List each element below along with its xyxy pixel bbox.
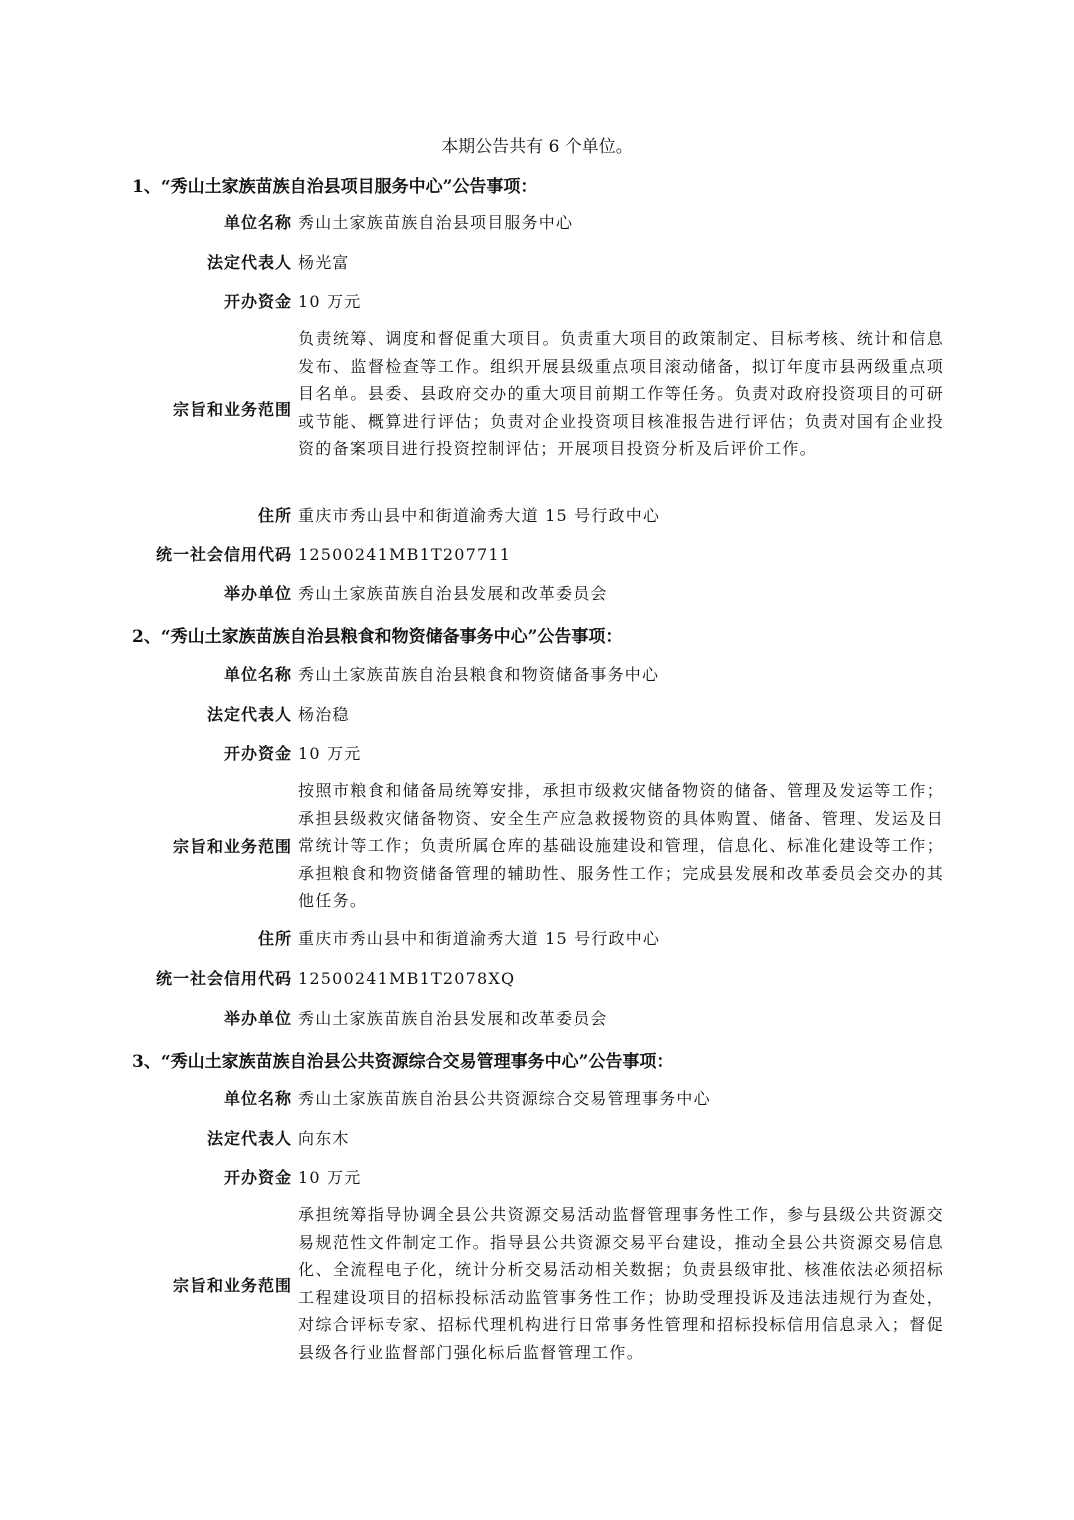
- address-label: 住所: [257, 929, 292, 948]
- sponsor-value: 秀山土家族苗族自治县发展和改革委员会: [298, 1009, 608, 1028]
- capital-label: 开办资金: [223, 292, 292, 311]
- legal-rep-label: 法定代表人: [206, 1129, 292, 1148]
- unit-name-label: 单位名称: [223, 213, 292, 232]
- capital-label: 开办资金: [223, 744, 292, 763]
- unit-name-value: 秀山土家族苗族自治县项目服务中心: [298, 213, 574, 232]
- legal-rep-value: 向东木: [298, 1129, 350, 1148]
- capital-label: 开办资金: [223, 1168, 292, 1187]
- unit-name-label: 单位名称: [223, 665, 292, 684]
- scope-value: 按照市粮食和储备局统筹安排，承担市级救灾储备物资的储备、管理及发运等工作；承担县级救灾储备物资、安全生产应急救援物资的具体购置、储备、管理、发运及日常统计等工作；负责所属仓库的基础设施建设和管理，信息化、标准化建设等工作；承担粮食和物资储备管理的辅助性、服务性工作；完成县发展和改革委员会交办的其他任务。: [298, 781, 944, 911]
- legal-rep-label: 法定代表人: [206, 253, 292, 272]
- intro-line: 本期公告共有 6 个单位。: [441, 137, 633, 157]
- credit-code-label: 统一社会信用代码: [155, 969, 292, 988]
- address-value: 重庆市秀山县中和街道渝秀大道 15 号行政中心: [298, 929, 661, 948]
- address-value: 重庆市秀山县中和街道渝秀大道 15 号行政中心: [298, 506, 661, 525]
- sponsor-label: 举办单位: [223, 1009, 292, 1028]
- sponsor-label: 举办单位: [223, 584, 292, 603]
- unit-3-heading: 3、“秀山土家族苗族自治县公共资源综合交易管理事务中心”公告事项：: [132, 1052, 674, 1072]
- scope-label: 宗旨和业务范围: [172, 837, 292, 856]
- capital-value: 10 万元: [298, 744, 362, 763]
- address-label: 住所: [257, 506, 292, 525]
- unit-name-value: 秀山土家族苗族自治县公共资源综合交易管理事务中心: [298, 1089, 711, 1108]
- unit-name-label: 单位名称: [223, 1089, 292, 1108]
- unit-2-heading: 2、“秀山土家族苗族自治县粮食和物资储备事务中心”公告事项：: [132, 627, 623, 647]
- unit-1-heading: 1、“秀山土家族苗族自治县项目服务中心”公告事项：: [132, 177, 538, 197]
- credit-code-value: 12500241MB1T2078XQ: [298, 969, 516, 988]
- scope-label: 宗旨和业务范围: [172, 400, 292, 419]
- scope-value: 承担统筹指导协调全县公共资源交易活动监督管理事务性工作，参与县级公共资源交易规范性文件制定工作。指导县公共资源交易平台建设，推动全县公共资源交易信息化、全流程电子化，统计分析交易活动相关数据；负责县级审批、核准依法必须招标工程建设项目的招标投标活动监管事务性工作；协助受理投诉及违法违规行为查处，对综合评标专家、招标代理机构进行日常事务性管理和招标投标信用信息录入；督促县级各行业监督部门强化标后监督管理工作。: [298, 1205, 944, 1362]
- legal-rep-value: 杨光富: [298, 253, 350, 272]
- capital-value: 10 万元: [298, 292, 362, 311]
- capital-value: 10 万元: [298, 1168, 362, 1187]
- legal-rep-label: 法定代表人: [206, 705, 292, 724]
- scope-label: 宗旨和业务范围: [172, 1276, 292, 1295]
- credit-code-label: 统一社会信用代码: [155, 545, 292, 564]
- legal-rep-value: 杨治稳: [298, 705, 350, 724]
- unit-name-value: 秀山土家族苗族自治县粮食和物资储备事务中心: [298, 665, 660, 684]
- sponsor-value: 秀山土家族苗族自治县发展和改革委员会: [298, 584, 608, 603]
- scope-value: 负责统筹、调度和督促重大项目。负责重大项目的政策制定、目标考核、统计和信息发布、监督检查等工作。组织开展县级重点项目滚动储备，拟订年度市县两级重点项目名单。县委、县政府交办的重大项目前期工作等任务。负责对政府投资项目的可研或节能、概算进行评估；负责对企业投资项目核准报告进行评估；负责对国有企业投资的备案项目进行投资控制评估；开展项目投资分析及后评价工作。: [298, 329, 944, 459]
- credit-code-value: 12500241MB1T207711: [298, 545, 512, 564]
